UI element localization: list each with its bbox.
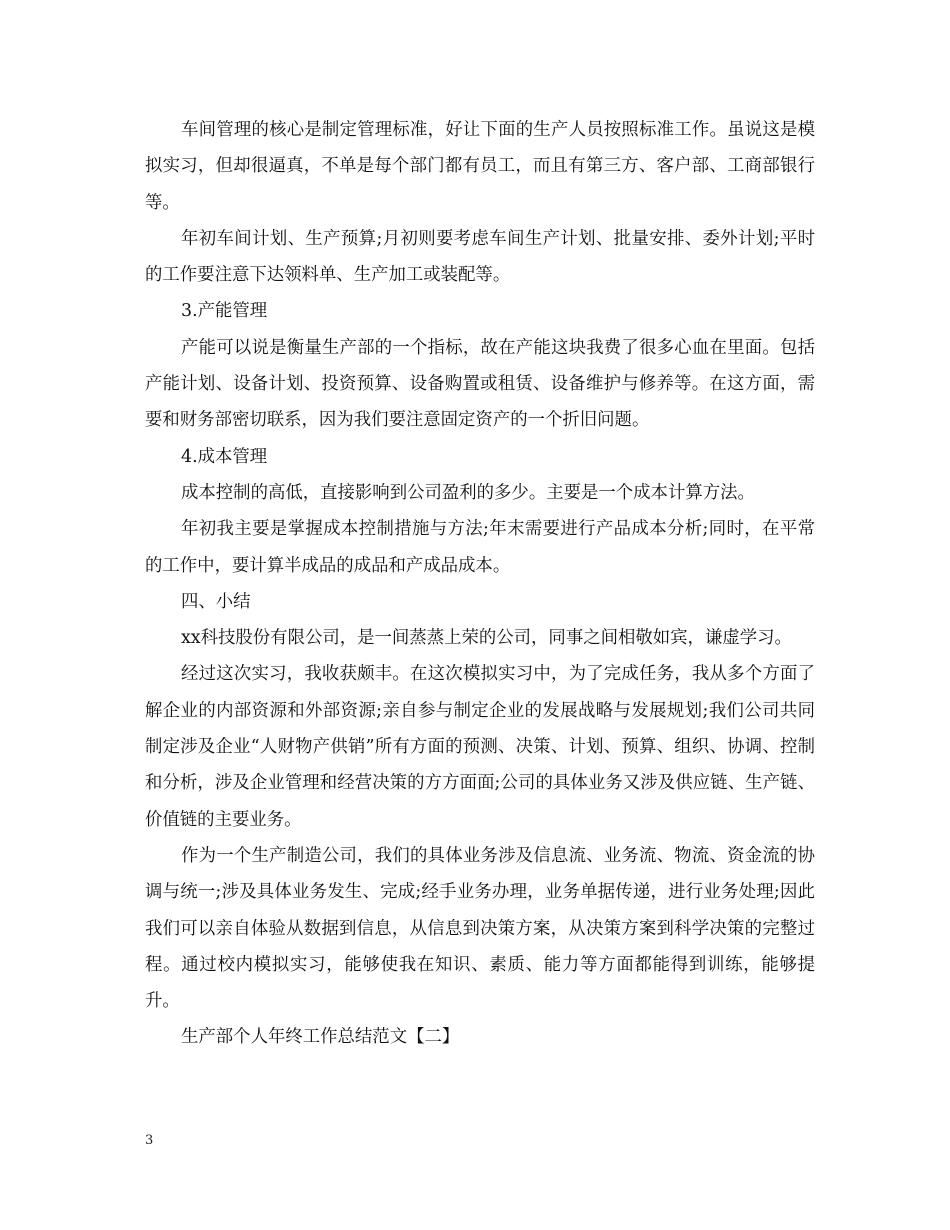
- paragraph-workshop-plans: 年初车间计划、生产预算;月初则要考虑车间生产计划、批量安排、委外计划;平时的工作要注意下达领料单、生产加工或装配等。: [145, 228, 815, 286]
- heading-capacity-management: 3.产能管理: [181, 301, 268, 322]
- paragraph-cost-control: 成本控制的高低，直接影响到公司盈利的多少。主要是一个成本计算方法。: [181, 482, 755, 503]
- heading-cost-management: 4.成本管理: [181, 446, 268, 467]
- paragraph-capacity: 产能可以说是衡量生产部的一个指标，故在产能这块我费了很多心血在里面。包括产能计划、设备计划、投资预算、设备购置或租赁、设备维护与修养等。在这方面，需要和财务部密切联系，因为我们要注意固定资产的一个折旧问题。: [145, 337, 815, 431]
- page-number: 3: [145, 1133, 154, 1148]
- paragraph-company: xx科技股份有限公司，是一间蒸蒸上荣的公司，同事之间相敬如宾，谦虚学习。: [181, 628, 792, 649]
- heading-summary: 四、小结: [181, 591, 251, 612]
- heading-next-article: 生产部个人年终工作总结范文【二】: [181, 1027, 460, 1048]
- document-body: [145, 112, 815, 1056]
- paragraph-cost-analysis: 年初我主要是掌握成本控制措施与方法;年末需要进行产品成本分析;同时，在平常的工作中，要计算半成品的成品和产成品成本。: [145, 519, 815, 576]
- paragraph-internship-gains: 经过这次实习，我收获颇丰。在这次模拟实习中，为了完成任务，我从多个方面了解企业的内部资源和外部资源;亲自参与制定企业的发展战略与发展规划;我们公司共同制定涉及企业“人财物产供销”所有方面的预测、决策、计划、预算、组织、协调、控制和分析，涉及企业管理和经营决策的方方面面;公司的具体业务又涉及供应链、生产链、价值链的主要业务。: [145, 664, 815, 830]
- paragraph-business-flow: 作为一个生产制造公司，我们的具体业务涉及信息流、业务流、物流、资金流的协调与统一;涉及具体业务发生、完成;经手业务办理，业务单据传递，进行业务处理;因此我们可以亲自体验从数据到信息，从信息到决策方案，从决策方案到科学决策的完整过程。通过校内模拟实习，能够使我在知识、素质、能力等方面都能得到训练，能够提升。: [145, 845, 815, 1012]
- paragraph-workshop-standards: 车间管理的核心是制定管理标准，好让下面的生产人员按照标准工作。虽说这是模拟实习，但却很逼真，不单是每个部门都有员工，而且有第三方、客户部、工商部银行等。: [145, 120, 815, 213]
